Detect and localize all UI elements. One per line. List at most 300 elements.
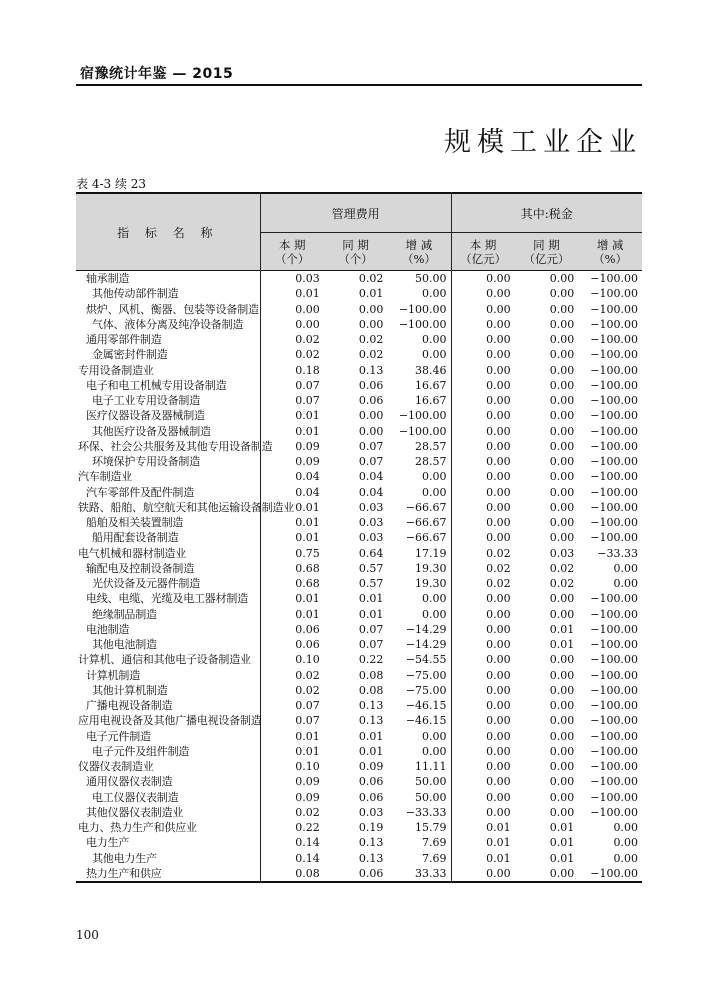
tax-header: 其中:税金 xyxy=(451,193,642,233)
row-name: 通用仪器仪表制造 xyxy=(76,774,260,789)
row-value: 0.01 xyxy=(358,287,384,301)
row-value: 28.57 xyxy=(387,454,451,469)
row-value: 7.69 xyxy=(387,835,451,850)
row-value: 0.00 xyxy=(549,516,575,529)
column-header: 增 减 （%） xyxy=(387,233,451,271)
row-value: 0.00 xyxy=(486,470,511,484)
row-name: 电子工业专用设备制造 xyxy=(76,393,260,408)
row-name: 电子和电工机械专用设备制造 xyxy=(76,378,260,393)
row-value: 33.33 xyxy=(387,866,451,882)
row-value: 0.01 xyxy=(549,821,575,834)
row-value: 16.67 xyxy=(387,393,451,408)
row-value: 0.00 xyxy=(486,668,511,682)
row-value: 0.00 xyxy=(549,287,575,301)
row-value: −100.00 xyxy=(387,424,451,439)
row-value: −100.00 xyxy=(590,760,638,773)
row-value: −66.67 xyxy=(387,500,451,515)
row-value: −100.00 xyxy=(590,302,638,316)
row-value: 0.00 xyxy=(486,516,511,529)
row-value: 0.03 xyxy=(260,271,324,287)
row-value: 0.00 xyxy=(613,577,638,590)
table-row xyxy=(76,469,642,484)
row-value: −100.00 xyxy=(590,287,638,301)
row-value: 0.09 xyxy=(295,775,320,789)
yearbook-header-title: 宿豫统计年鉴 — 2015 xyxy=(80,66,234,82)
row-value: 0.00 xyxy=(549,363,575,377)
row-value: −100.00 xyxy=(590,653,638,667)
row-value: 0.00 xyxy=(486,805,511,819)
table-row xyxy=(76,729,642,744)
row-value: −14.29 xyxy=(387,637,451,652)
table-row xyxy=(76,408,642,423)
row-value: 0.00 xyxy=(549,500,575,514)
row-value: −100.00 xyxy=(590,455,638,468)
table-row xyxy=(76,820,642,835)
row-value: 28.57 xyxy=(387,439,451,454)
row-value: −100.00 xyxy=(590,363,638,377)
row-name: 电力生产 xyxy=(76,835,260,850)
column-header: 增 减 （%） xyxy=(578,233,642,271)
row-value: 0.04 xyxy=(358,470,384,484)
row-value: 0.00 xyxy=(549,592,575,606)
row-value: 0.00 xyxy=(515,271,579,287)
row-value: 0.03 xyxy=(549,546,575,560)
table-row xyxy=(76,439,642,454)
row-value: 0.00 xyxy=(358,317,384,331)
row-value: 0.06 xyxy=(295,622,320,636)
row-value: 0.00 xyxy=(358,302,384,316)
row-value: 0.00 xyxy=(486,363,511,377)
row-value: 15.79 xyxy=(387,820,451,835)
row-value: 0.06 xyxy=(295,638,320,651)
row-value: −100.00 xyxy=(590,622,638,636)
row-value: −100.00 xyxy=(590,607,638,621)
row-value: 0.00 xyxy=(549,790,575,804)
row-value: 0.07 xyxy=(358,638,384,651)
row-name: 铁路、船舶、航空航天和其他运输设备制造业 xyxy=(78,500,294,514)
row-name: 计算机、通信和其他电子设备制造业 xyxy=(76,652,260,667)
row-value: 0.00 xyxy=(613,821,638,834)
row-name: 电子元件制造 xyxy=(76,729,260,744)
row-value: 0.00 xyxy=(486,699,511,712)
statistics-table-container xyxy=(76,192,642,883)
row-value: 0.00 xyxy=(486,287,511,301)
row-value: −100.00 xyxy=(387,317,451,332)
row-value: 0.00 xyxy=(549,668,575,682)
row-name: 气体、液体分离及纯净设备制造 xyxy=(76,317,260,332)
table-row xyxy=(76,759,642,774)
row-value: 0.57 xyxy=(358,577,384,590)
row-value: 0.02 xyxy=(295,333,320,346)
row-value: 0.00 xyxy=(295,317,320,331)
row-name: 电力、热力生产和供应业 xyxy=(76,820,260,835)
table-row xyxy=(76,378,642,393)
table-row xyxy=(76,607,642,622)
row-value: 0.06 xyxy=(358,378,384,392)
row-value: 0.00 xyxy=(549,805,575,819)
row-value: 0.00 xyxy=(486,485,511,499)
row-value: −100.00 xyxy=(590,790,638,804)
row-value: 0.75 xyxy=(295,546,320,560)
table-row xyxy=(76,866,642,882)
row-name: 应用电视设备及其他广播电视设备制造 xyxy=(78,714,262,728)
row-value: −100.00 xyxy=(578,866,642,882)
row-value: 0.01 xyxy=(295,409,320,423)
row-value: 0.22 xyxy=(295,821,320,834)
row-name: 金属密封件制造 xyxy=(76,347,260,362)
row-value: 0.00 xyxy=(358,424,384,438)
row-value: 0.09 xyxy=(358,760,384,773)
row-value: 7.69 xyxy=(387,851,451,866)
row-value: 0.08 xyxy=(260,866,324,882)
row-value: 0.00 xyxy=(549,760,575,773)
row-value: 50.00 xyxy=(387,271,451,287)
row-name: 烘炉、风机、衡器、包装等设备制造 xyxy=(76,302,260,317)
row-value: −100.00 xyxy=(590,699,638,712)
row-value: 0.07 xyxy=(358,455,384,468)
row-value: 0.00 xyxy=(486,531,511,545)
row-value: 0.19 xyxy=(358,821,384,834)
row-value: −100.00 xyxy=(590,409,638,423)
column-header: 同 期 （个） xyxy=(324,233,388,271)
row-value: 11.11 xyxy=(387,759,451,774)
table-row xyxy=(76,774,642,789)
row-value: 0.22 xyxy=(358,653,384,667)
section-title: 规模工业企业 xyxy=(444,127,642,158)
row-value: 0.02 xyxy=(486,546,511,560)
row-name: 船舶及相关装置制造 xyxy=(76,515,260,530)
row-value: 0.00 xyxy=(549,531,575,545)
row-value: 0.64 xyxy=(358,546,384,560)
row-name: 电子元件及组件制造 xyxy=(76,744,260,759)
row-value: −100.00 xyxy=(590,424,638,438)
row-name: 汽车制造业 xyxy=(76,469,260,484)
row-value: 0.00 xyxy=(486,714,511,728)
row-value: −100.00 xyxy=(387,408,451,423)
row-name: 电池制造 xyxy=(76,622,260,637)
row-value: 0.03 xyxy=(358,500,384,514)
row-value: 0.14 xyxy=(295,836,320,850)
table-row xyxy=(76,530,642,545)
row-value: −100.00 xyxy=(590,500,638,514)
row-value: 0.00 xyxy=(613,836,638,850)
row-value: 0.01 xyxy=(358,607,384,621)
row-value: 0.00 xyxy=(613,561,638,575)
row-name: 轴承制造 xyxy=(76,271,260,287)
row-value: 0.00 xyxy=(486,760,511,773)
row-value: −100.00 xyxy=(590,805,638,819)
row-value: 0.00 xyxy=(486,455,511,468)
row-value: 0.00 xyxy=(486,302,511,316)
row-value: −100.00 xyxy=(590,683,638,697)
row-value: 0.00 xyxy=(486,592,511,606)
row-value: 0.00 xyxy=(549,729,575,743)
table-row xyxy=(76,683,642,698)
row-value: −100.00 xyxy=(590,775,638,789)
row-value: −100.00 xyxy=(590,744,638,758)
row-value: 0.57 xyxy=(358,561,384,575)
table-row xyxy=(76,302,642,317)
row-value: 0.00 xyxy=(486,638,511,651)
column-header: 同 期 （亿元） xyxy=(515,233,579,271)
row-value: 0.02 xyxy=(295,348,320,362)
row-value: 0.00 xyxy=(549,744,575,758)
row-value: 0.68 xyxy=(295,561,320,575)
table-row xyxy=(76,622,642,637)
row-value: 0.00 xyxy=(549,348,575,362)
row-value: 0.00 xyxy=(387,469,451,484)
row-value: 0.00 xyxy=(486,424,511,438)
table-row xyxy=(76,576,642,591)
table-row xyxy=(76,393,642,408)
row-value: 0.00 xyxy=(549,409,575,423)
row-value: 0.00 xyxy=(486,378,511,392)
row-value: −100.00 xyxy=(590,394,638,407)
row-value: 0.06 xyxy=(358,394,384,407)
row-value: 16.67 xyxy=(387,378,451,393)
row-value: −100.00 xyxy=(590,714,638,728)
table-row xyxy=(76,805,642,820)
indicator-name-header: 指 标 名 称 xyxy=(76,193,260,271)
row-value: 0.09 xyxy=(295,439,320,453)
row-value: 0.00 xyxy=(549,653,575,667)
row-value: 0.07 xyxy=(358,622,384,636)
table-row xyxy=(76,668,642,683)
row-value: 0.03 xyxy=(358,516,384,529)
row-value: 0.13 xyxy=(358,699,384,712)
row-value: 0.00 xyxy=(486,622,511,636)
row-value: 0.08 xyxy=(358,668,384,682)
page-number: 100 xyxy=(76,928,99,942)
row-value: 0.02 xyxy=(486,577,511,590)
row-value: 0.00 xyxy=(549,485,575,499)
row-value: 0.00 xyxy=(549,302,575,316)
table-row xyxy=(76,317,642,332)
row-value: 0.07 xyxy=(295,699,320,712)
table-row xyxy=(76,561,642,576)
row-name: 其他电池制造 xyxy=(76,637,260,652)
row-value: 50.00 xyxy=(387,774,451,789)
row-value: 0.04 xyxy=(295,485,320,499)
row-value: 0.07 xyxy=(295,714,320,728)
row-value: 0.00 xyxy=(549,714,575,728)
row-name: 医疗仪器设备及器械制造 xyxy=(76,408,260,423)
row-value: −100.00 xyxy=(590,348,638,362)
row-value: 0.01 xyxy=(486,821,511,834)
row-value: 0.00 xyxy=(387,332,451,347)
row-value: 0.00 xyxy=(613,851,638,865)
row-value: 0.00 xyxy=(387,286,451,301)
row-value: 0.00 xyxy=(295,302,320,316)
row-name: 其他计算机制造 xyxy=(76,683,260,698)
row-value: 0.02 xyxy=(486,561,511,575)
table-row xyxy=(76,515,642,530)
row-value: 0.00 xyxy=(549,470,575,484)
row-name: 计算机制造 xyxy=(76,668,260,683)
row-value: 0.01 xyxy=(295,287,320,301)
table-row xyxy=(76,637,642,652)
row-value: −100.00 xyxy=(590,668,638,682)
row-name: 环境保护专用设备制造 xyxy=(76,454,260,469)
row-value: 0.01 xyxy=(549,638,575,651)
row-value: −14.29 xyxy=(387,622,451,637)
row-value: 0.01 xyxy=(486,851,511,865)
row-value: 0.02 xyxy=(358,348,384,362)
statistics-table xyxy=(76,192,642,883)
row-name: 输配电及控制设备制造 xyxy=(76,561,260,576)
row-value: 0.00 xyxy=(549,607,575,621)
table-row xyxy=(76,347,642,362)
row-value: 0.13 xyxy=(358,714,384,728)
row-value: −100.00 xyxy=(578,271,642,287)
row-name: 环保、社会公共服务及其他专用设备制造 xyxy=(78,439,273,453)
row-value: 0.00 xyxy=(515,866,579,882)
row-value: 0.00 xyxy=(387,347,451,362)
row-value: 0.00 xyxy=(486,790,511,804)
row-name: 绝缘制品制造 xyxy=(76,607,260,622)
row-value: −100.00 xyxy=(590,317,638,331)
row-value: 0.01 xyxy=(358,744,384,758)
row-value: 0.02 xyxy=(295,668,320,682)
row-value: 0.00 xyxy=(387,607,451,622)
row-value: −46.15 xyxy=(387,698,451,713)
row-value: 0.00 xyxy=(549,378,575,392)
row-value: 0.00 xyxy=(387,744,451,759)
row-value: 0.00 xyxy=(549,424,575,438)
table-row xyxy=(76,485,642,500)
row-name: 通用零部件制造 xyxy=(76,332,260,347)
row-value: 0.09 xyxy=(295,455,320,468)
row-value: 0.00 xyxy=(549,439,575,453)
row-value: 0.00 xyxy=(486,775,511,789)
table-row xyxy=(76,713,642,728)
row-value: 0.00 xyxy=(549,317,575,331)
row-value: 0.01 xyxy=(295,744,320,758)
row-value: 0.06 xyxy=(358,775,384,789)
row-name: 仪器仪表制造业 xyxy=(76,759,260,774)
row-value: −33.33 xyxy=(387,805,451,820)
row-value: 0.18 xyxy=(295,363,320,377)
row-value: −100.00 xyxy=(590,516,638,529)
row-value: 0.01 xyxy=(549,622,575,636)
row-value: 0.00 xyxy=(486,317,511,331)
row-value: 0.04 xyxy=(358,485,384,499)
row-value: 0.01 xyxy=(295,424,320,438)
row-value: 0.06 xyxy=(324,866,388,882)
table-body xyxy=(76,271,642,883)
row-value: −66.67 xyxy=(387,515,451,530)
row-value: 17.19 xyxy=(387,546,451,561)
row-name: 热力生产和供应 xyxy=(76,866,260,882)
table-row xyxy=(76,546,642,561)
row-value: −100.00 xyxy=(590,592,638,606)
row-value: 0.04 xyxy=(295,470,320,484)
row-value: −100.00 xyxy=(590,485,638,499)
row-value: 0.01 xyxy=(295,531,320,545)
row-value: 0.00 xyxy=(549,333,575,346)
row-name: 船用配套设备制造 xyxy=(76,530,260,545)
row-value: 0.09 xyxy=(295,790,320,804)
row-value: 0.00 xyxy=(549,394,575,407)
row-value: −100.00 xyxy=(590,729,638,743)
row-value: 0.01 xyxy=(486,836,511,850)
row-value: 0.10 xyxy=(295,653,320,667)
row-value: −66.67 xyxy=(387,530,451,545)
row-value: 0.00 xyxy=(549,683,575,697)
row-value: 0.00 xyxy=(486,500,511,514)
row-value: 0.02 xyxy=(295,683,320,697)
row-value: 0.00 xyxy=(486,607,511,621)
row-name: 广播电视设备制造 xyxy=(76,698,260,713)
table-row xyxy=(76,454,642,469)
row-value: 0.01 xyxy=(295,607,320,621)
row-value: 0.01 xyxy=(295,592,320,606)
row-value: 0.01 xyxy=(358,592,384,606)
row-value: 0.02 xyxy=(358,333,384,346)
row-value: 19.30 xyxy=(387,561,451,576)
row-value: 0.01 xyxy=(549,851,575,865)
row-value: −100.00 xyxy=(590,638,638,651)
row-value: 0.01 xyxy=(358,729,384,743)
table-label: 表 4-3 续 23 xyxy=(76,177,147,191)
row-value: −100.00 xyxy=(590,531,638,545)
row-value: 0.00 xyxy=(486,439,511,453)
row-value: −100.00 xyxy=(590,378,638,392)
row-value: 0.13 xyxy=(358,851,384,865)
row-value: 0.00 xyxy=(486,409,511,423)
row-name: 其他医疗设备及器械制造 xyxy=(76,424,260,439)
table-row xyxy=(76,652,642,667)
row-name: 汽车零部件及配件制造 xyxy=(76,485,260,500)
row-value: 0.03 xyxy=(358,805,384,819)
row-value: 19.30 xyxy=(387,576,451,591)
row-value: 0.00 xyxy=(486,394,511,407)
table-header xyxy=(76,193,642,271)
row-value: 38.46 xyxy=(387,363,451,378)
row-value: 0.01 xyxy=(295,500,320,514)
row-value: 0.13 xyxy=(358,836,384,850)
row-value: 0.68 xyxy=(295,577,320,590)
row-value: −75.00 xyxy=(387,683,451,698)
table-row xyxy=(76,698,642,713)
table-row xyxy=(76,424,642,439)
row-value: 0.13 xyxy=(358,363,384,377)
row-value: 0.00 xyxy=(486,683,511,697)
row-name: 专用设备制造业 xyxy=(76,363,260,378)
row-value: 0.00 xyxy=(549,775,575,789)
row-value: 0.01 xyxy=(295,516,320,529)
row-value: 0.00 xyxy=(549,699,575,712)
row-value: 0.02 xyxy=(295,805,320,819)
table-row xyxy=(76,286,642,301)
table-row xyxy=(76,790,642,805)
row-value: 0.07 xyxy=(295,378,320,392)
row-value: 0.00 xyxy=(486,744,511,758)
table-row xyxy=(76,332,642,347)
row-name: 电工仪器仪表制造 xyxy=(76,790,260,805)
row-value: 50.00 xyxy=(387,790,451,805)
header-rule xyxy=(76,84,642,86)
row-value: 0.00 xyxy=(451,271,515,287)
row-value: 0.02 xyxy=(549,561,575,575)
row-value: 0.02 xyxy=(549,577,575,590)
column-header: 本 期 （个） xyxy=(260,233,324,271)
row-value: −75.00 xyxy=(387,668,451,683)
management-expense-header: 管理费用 xyxy=(260,193,451,233)
table-row xyxy=(76,271,642,287)
row-value: 0.00 xyxy=(549,455,575,468)
row-value: −46.15 xyxy=(387,713,451,728)
